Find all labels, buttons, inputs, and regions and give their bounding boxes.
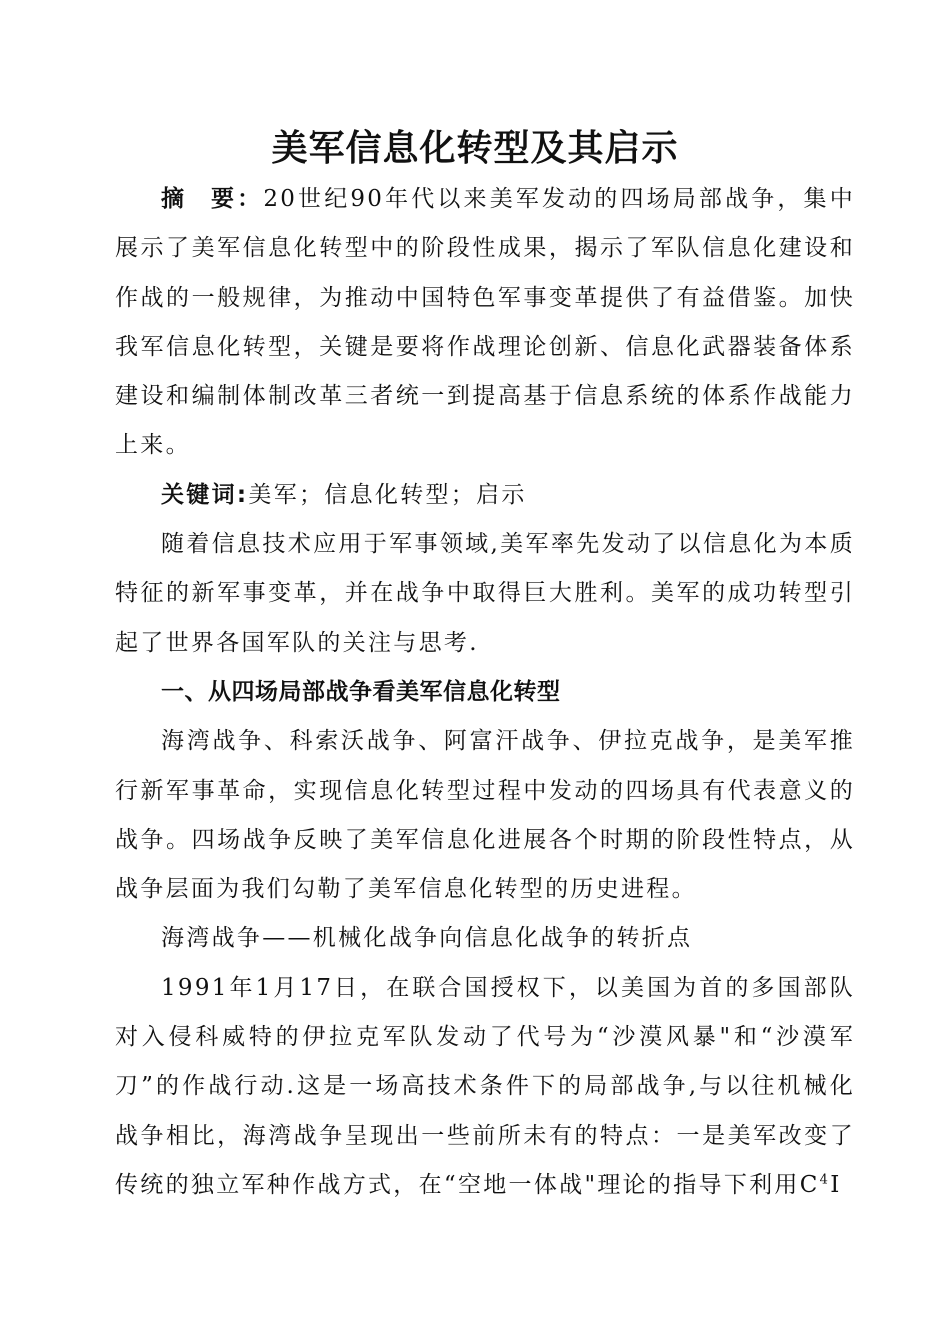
document-body: [115, 175, 855, 1210]
c4i-end: I: [830, 1171, 842, 1198]
document-title: 美军信息化转型及其启示: [271, 127, 679, 169]
keywords-paragraph: [115, 471, 855, 520]
abstract-label: [161, 186, 263, 212]
gulf-war-text: 1991年1月17日，在联合国授权下，以美国为首的多国部队对入侵科威特的伊拉克军队发动了代号为“沙漠风暴"和“沙漠军刀”的作战行动.这是一场高技术条件下的局部战争,与以往机械化战争相比，海湾战争呈现出一些前所未有的特点：一是美军改变了传统的独立军种作战方式，在“空地一体战"理论的指导下利用: [115, 974, 855, 1198]
abstract-paragraph: [115, 175, 855, 471]
section-heading: 一、从四场局部战争看美军信息化转型: [161, 678, 561, 705]
abstract-label-part1: 摘: [161, 186, 188, 212]
abstract-text: 20世纪90年代以来美军发动的四场局部战争，集中展示了美军信息化转型中的阶段性成果，揭示了军队信息化建设和作战的一般规律，为推动中国特色军事变革提供了有益借鉴。加快我军信息化转型，关键是要将作战理论创新、信息化武器装备体系建设和编制体制改革三者统一到提高基于信息系统的体系作战能力上来。: [115, 186, 855, 459]
section-paragraph: 海湾战争、科索沃战争、阿富汗战争、伊拉克战争，是美军推行新军事革命，实现信息化转型过程中发动的四场具有代表意义的战争。四场战争反映了美军信息化进展各个时期的阶段性特点，从战争层面为我们勾勒了美军信息化转型的历史进程。: [115, 728, 855, 903]
gulf-war-paragraph: [115, 964, 855, 1210]
keywords-text: 美军；信息化转型；启示: [248, 481, 527, 508]
c4i-superscript: 4: [819, 1172, 831, 1188]
abstract-label-part2: 要：: [210, 186, 264, 212]
intro-paragraph: 随着信息技术应用于军事领域,美军率先发动了以信息化为本质特征的新军事变革，并在战争中取得巨大胜利。美军的成功转型引起了世界各国军队的关注与思考.: [115, 531, 855, 656]
section-subheading: 海湾战争——机械化战争向信息化战争的转折点: [161, 925, 693, 952]
c4i-letter: C: [799, 1171, 820, 1198]
keywords-label: 关键词:: [161, 481, 249, 508]
